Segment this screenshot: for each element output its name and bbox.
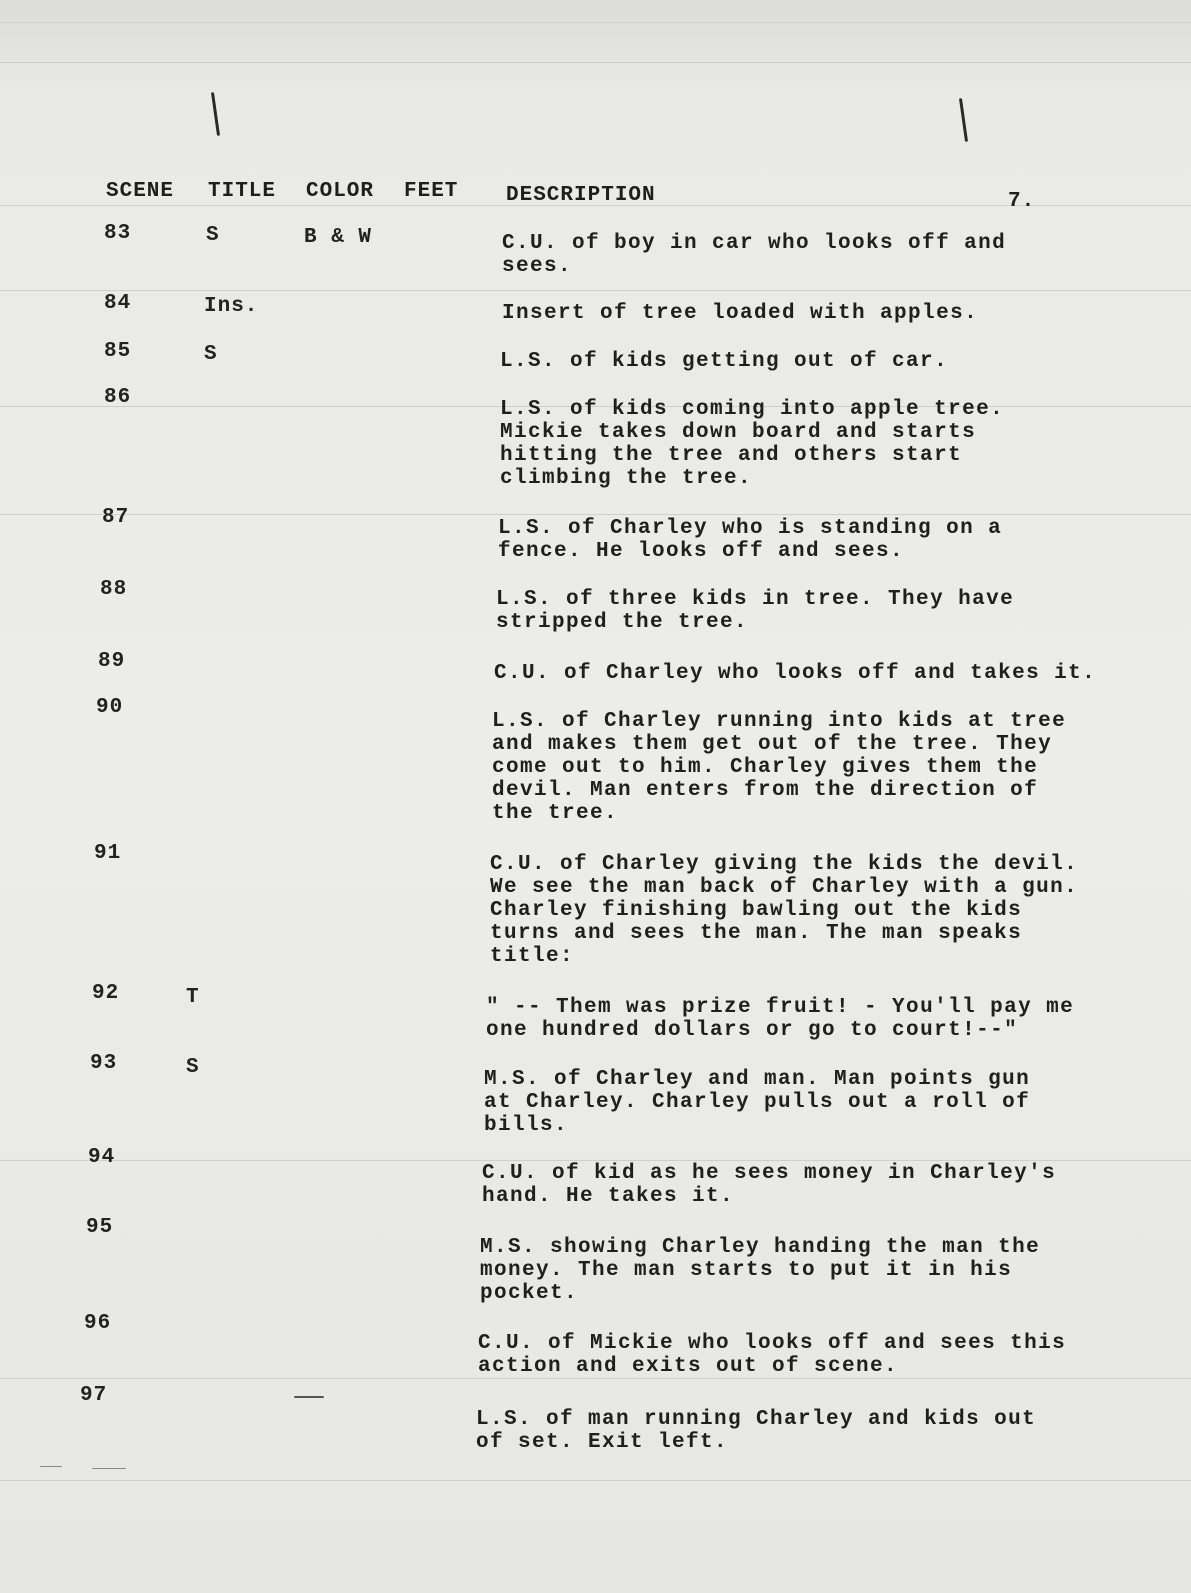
pencil-dash-mark	[294, 1396, 324, 1398]
scene-number: 91	[94, 842, 122, 865]
scene-description: L.S. of three kids in tree. They have stripped the tree.	[496, 588, 1015, 634]
scene-number: 85	[104, 340, 132, 363]
scene-description: L.S. of Charley who is standing on a fence. He looks off and sees.	[498, 517, 1003, 563]
title-code: S	[186, 1056, 200, 1079]
header-scene: SCENE	[106, 180, 175, 203]
scene-description: M.S. of Charley and man. Man points gun at Charley. Charley pulls out a roll of bills.	[484, 1068, 1031, 1137]
title-code: S	[204, 343, 218, 366]
scene-number: 83	[104, 222, 132, 245]
punch-mark	[211, 92, 220, 136]
scene-number: 97	[80, 1384, 108, 1407]
ruled-line	[0, 1160, 1191, 1161]
ruled-line	[0, 62, 1191, 63]
scene-number: 84	[104, 292, 132, 315]
scene-number: 96	[84, 1312, 112, 1335]
color-code: B & W	[304, 226, 373, 249]
scene-description: Insert of tree loaded with apples.	[502, 302, 979, 325]
scene-description: " -- Them was prize fruit! - You'll pay me one hundred dollars or go to court!--"	[486, 996, 1075, 1042]
scene-description: L.S. of Charley running into kids at tree and makes them get out of the tree. They come out to him. Charley gives them the devil. Man enters from the direction of the tree.	[492, 710, 1067, 825]
scene-description: C.U. of boy in car who looks off and sees.	[502, 232, 1007, 278]
scene-number: 87	[102, 506, 130, 529]
pencil-dash-mark	[92, 1468, 126, 1469]
punch-mark	[959, 98, 968, 142]
scene-description: C.U. of Charley giving the kids the devil. We see the man back of Charley with a gun. Charley finishing bawling out the kids turns and sees the man. The man speaks title:	[490, 853, 1079, 968]
header-title: TITLE	[208, 180, 277, 203]
scene-number: 86	[104, 386, 132, 409]
pencil-dash-mark	[40, 1466, 62, 1467]
scene-number: 95	[86, 1216, 114, 1239]
ruled-line	[0, 514, 1191, 515]
header-description: DESCRIPTION	[506, 184, 656, 207]
header-color: COLOR	[306, 180, 375, 203]
scene-number: 92	[92, 982, 120, 1005]
scene-description: C.U. of Mickie who looks off and sees this action and exits out of scene.	[478, 1332, 1067, 1378]
ruled-line	[0, 22, 1191, 23]
scene-description: L.S. of kids getting out of car.	[500, 350, 949, 373]
ruled-line	[0, 1480, 1191, 1481]
title-code: Ins.	[204, 295, 259, 318]
title-code: S	[206, 224, 220, 247]
scene-description: L.S. of kids coming into apple tree. Mickie takes down board and starts hitting the tree and others start climbing the tree.	[500, 398, 1005, 490]
title-code: T	[186, 986, 200, 1009]
scene-number: 93	[90, 1052, 118, 1075]
scene-number: 94	[88, 1146, 116, 1169]
scene-number: 90	[96, 696, 124, 719]
scene-description: L.S. of man running Charley and kids out of set. Exit left.	[476, 1408, 1037, 1454]
scene-description: M.S. showing Charley handing the man the money. The man starts to put it in his pocket.	[480, 1236, 1041, 1305]
scene-description: C.U. of Charley who looks off and takes it.	[494, 662, 1097, 685]
ruled-line	[0, 290, 1191, 291]
scene-number: 89	[98, 650, 126, 673]
ruled-line	[0, 1378, 1191, 1379]
header-feet: FEET	[404, 180, 459, 203]
page-number: 7.	[1008, 190, 1036, 213]
scene-number: 88	[100, 578, 128, 601]
scene-description: C.U. of kid as he sees money in Charley's hand. He takes it.	[482, 1162, 1057, 1208]
